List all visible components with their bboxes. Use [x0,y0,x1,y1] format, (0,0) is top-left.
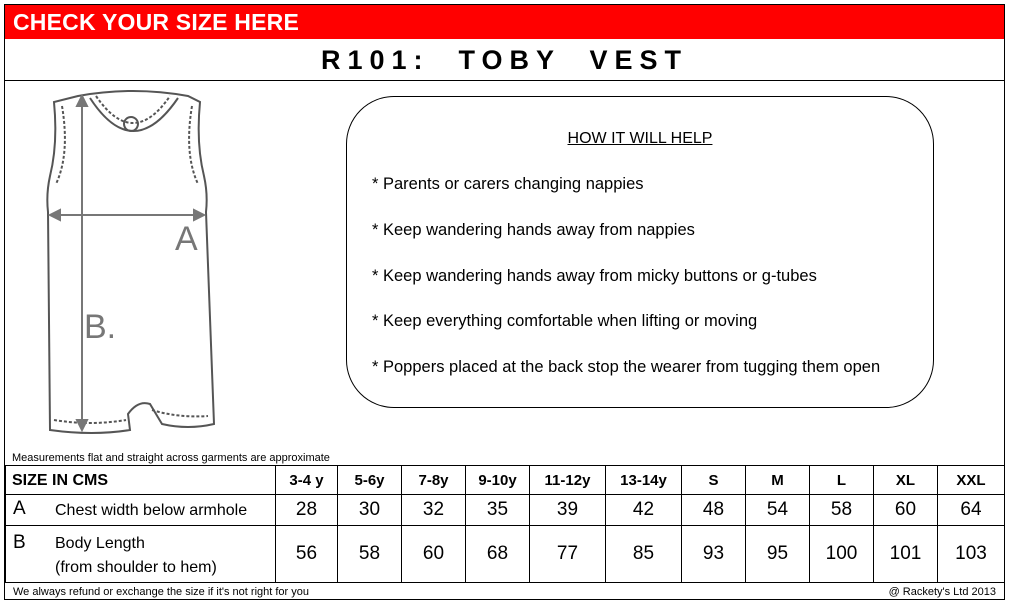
table-cell: 103 [938,526,1005,583]
table-cell: 68 [466,526,530,583]
table-cell: 42 [606,495,682,526]
size-header: 7-8y [402,466,466,495]
length-label-cell [6,526,276,583]
row-description: Body Length [55,535,145,552]
row-letter: B [13,532,26,553]
table-cell: 56 [276,526,338,583]
table-cell: 85 [606,526,682,583]
measurement-note: Measurements flat and straight across garments are approximate [12,452,330,464]
table-cell: 48 [682,495,746,526]
size-header-label-cell [6,466,276,495]
help-item: * Poppers placed at the back stop the wearer from tugging them open [372,358,881,376]
how-it-helps-box [346,96,934,408]
table-row-length [6,526,1005,583]
chest-label: A [175,220,198,258]
vest-diagram [38,84,228,449]
size-header: 5-6y [338,466,402,495]
help-title: HOW IT WILL HELP [567,130,713,147]
table-cell: 58 [810,495,874,526]
size-header-row [6,466,1005,495]
table-cell: 64 [938,495,1005,526]
table-cell: 30 [338,495,402,526]
size-header: L [810,466,874,495]
row-letter: A [13,498,26,519]
table-cell: 35 [466,495,530,526]
chest-label-cell [6,495,276,526]
table-cell: 101 [874,526,938,583]
size-header: 9-10y [466,466,530,495]
table-cell: 54 [746,495,810,526]
size-header: XXL [938,466,1005,495]
table-cell: 95 [746,526,810,583]
size-header: XL [874,466,938,495]
size-header-label: SIZE IN CMS [12,472,109,489]
size-header: 13-14y [606,466,682,495]
table-cell: 28 [276,495,338,526]
table-cell: 60 [402,526,466,583]
title-bar [5,40,1004,81]
table-cell: 60 [874,495,938,526]
table-cell: 77 [530,526,606,583]
size-header: 3-4 y [276,466,338,495]
table-row-chest [6,495,1005,526]
size-header: 11-12y [530,466,606,495]
table-cell: 58 [338,526,402,583]
table-cell: 32 [402,495,466,526]
size-header: S [682,466,746,495]
help-item: * Keep everything comfortable when lifting or moving [372,312,758,330]
footer-divider [5,582,1004,583]
row-description-sub: (from shoulder to hem) [55,559,217,576]
row-description: Chest width below armhole [55,502,248,519]
length-label: B. [84,308,117,346]
size-header: M [746,466,810,495]
table-cell: 93 [682,526,746,583]
banner-text: CHECK YOUR SIZE HERE [13,9,300,35]
refund-note: We always refund or exchange the size if it's not right for you [13,586,309,598]
copyright: @ Rackety's Ltd 2013 [888,586,996,598]
help-item: * Keep wandering hands away from micky buttons or g-tubes [372,267,817,285]
check-size-banner [5,5,1004,39]
size-table [5,465,1005,583]
help-item: * Parents or carers changing nappies [372,175,644,193]
table-cell: 39 [530,495,606,526]
product-title: R101: TOBY VEST [320,45,689,75]
help-item: * Keep wandering hands away from nappies [372,221,695,239]
table-cell: 100 [810,526,874,583]
